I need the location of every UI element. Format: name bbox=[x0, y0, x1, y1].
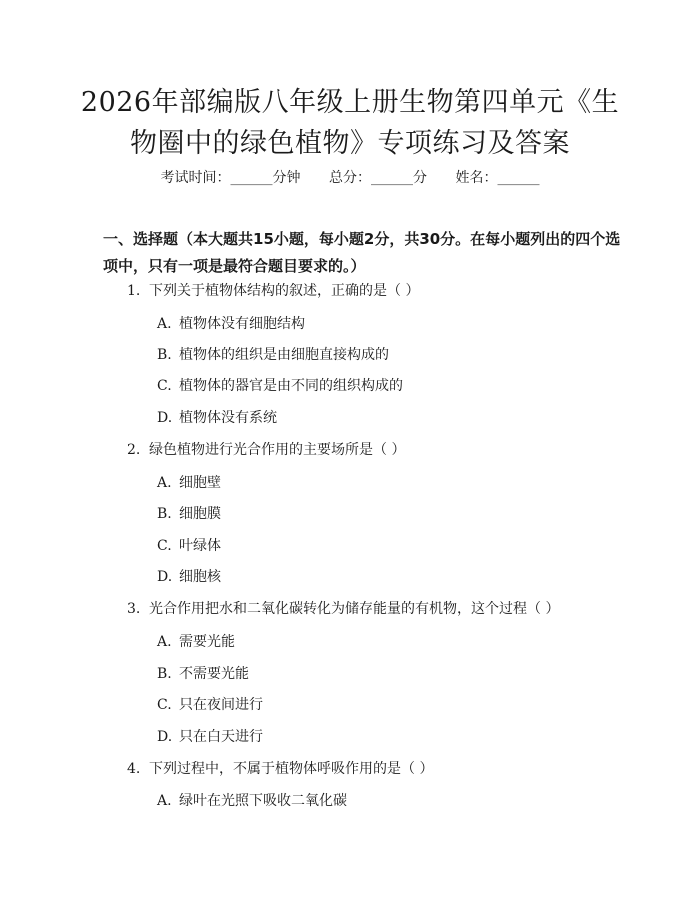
option-key: C. bbox=[157, 697, 172, 713]
option-text: 植物体没有系统 bbox=[179, 410, 277, 426]
option-text: 叶绿体 bbox=[179, 538, 221, 554]
question-3 bbox=[127, 599, 617, 619]
option-text: 绿叶在光照下吸收二氧化碳 bbox=[179, 793, 347, 809]
question-stem: 下列关于植物体结构的叙述，正确的是（ ） bbox=[149, 283, 420, 299]
option-3c[interactable] bbox=[157, 695, 617, 715]
option-key: B. bbox=[157, 666, 172, 682]
option-2b[interactable] bbox=[157, 504, 617, 524]
option-text: 细胞核 bbox=[179, 569, 221, 585]
question-stem: 下列过程中，不属于植物体呼吸作用的是（ ） bbox=[149, 761, 434, 777]
option-2d[interactable] bbox=[157, 567, 617, 587]
option-key: D. bbox=[157, 410, 173, 426]
option-key: A. bbox=[157, 793, 172, 809]
option-text: 植物体的组织是由细胞直接构成的 bbox=[179, 347, 389, 363]
option-text: 植物体没有细胞结构 bbox=[179, 316, 305, 332]
page-title-line-2: 物圈中的绿色植物》专项练习及答案 bbox=[130, 128, 570, 159]
option-key: A. bbox=[157, 316, 172, 332]
option-3a[interactable] bbox=[157, 632, 617, 652]
student-name-field: 姓名：______ bbox=[455, 170, 540, 186]
option-text: 细胞壁 bbox=[179, 475, 221, 491]
question-stem: 绿色植物进行光合作用的主要场所是（ ） bbox=[149, 442, 406, 458]
total-score-field: 总分：______分 bbox=[329, 170, 427, 186]
option-3b[interactable] bbox=[157, 664, 617, 684]
question-number: 4. bbox=[127, 761, 141, 777]
exam-meta bbox=[0, 168, 700, 188]
question-number: 2. bbox=[127, 442, 141, 458]
option-1d[interactable] bbox=[157, 408, 617, 428]
option-text: 细胞膜 bbox=[179, 506, 221, 522]
option-text: 需要光能 bbox=[179, 634, 235, 650]
question-1 bbox=[127, 281, 617, 301]
page-title-line-1: 2026年部编版八年级上册生物第四单元《生 bbox=[80, 87, 620, 118]
option-text: 植物体的器官是由不同的组织构成的 bbox=[179, 378, 403, 394]
option-1b[interactable] bbox=[157, 345, 617, 365]
option-text: 只在夜间进行 bbox=[179, 697, 263, 713]
option-key: A. bbox=[157, 475, 172, 491]
option-key: D. bbox=[157, 569, 173, 585]
option-1a[interactable] bbox=[157, 314, 617, 334]
option-text: 只在白天进行 bbox=[179, 729, 263, 745]
question-stem: 光合作用把水和二氧化碳转化为储存能量的有机物，这个过程（ ） bbox=[149, 601, 560, 617]
section-heading: 一、选择题（本大题共15小题，每小题2分，共30分。在每小题列出的四个选项中，只有一项是最符合题目要求的。） bbox=[103, 230, 621, 275]
option-key: B. bbox=[157, 347, 172, 363]
option-1c[interactable] bbox=[157, 376, 617, 396]
option-key: D. bbox=[157, 729, 173, 745]
option-key: C. bbox=[157, 378, 172, 394]
option-3d[interactable] bbox=[157, 727, 617, 747]
option-key: B. bbox=[157, 506, 172, 522]
option-2a[interactable] bbox=[157, 473, 617, 493]
exam-time-field: 考试时间：______分钟 bbox=[160, 170, 301, 186]
option-key: A. bbox=[157, 634, 172, 650]
question-number: 1. bbox=[127, 283, 141, 299]
option-2c[interactable] bbox=[157, 536, 617, 556]
question-4 bbox=[127, 759, 617, 779]
question-2 bbox=[127, 440, 617, 460]
option-4a[interactable] bbox=[157, 791, 617, 811]
option-key: C. bbox=[157, 538, 172, 554]
option-text: 不需要光能 bbox=[179, 666, 249, 682]
question-number: 3. bbox=[127, 601, 141, 617]
